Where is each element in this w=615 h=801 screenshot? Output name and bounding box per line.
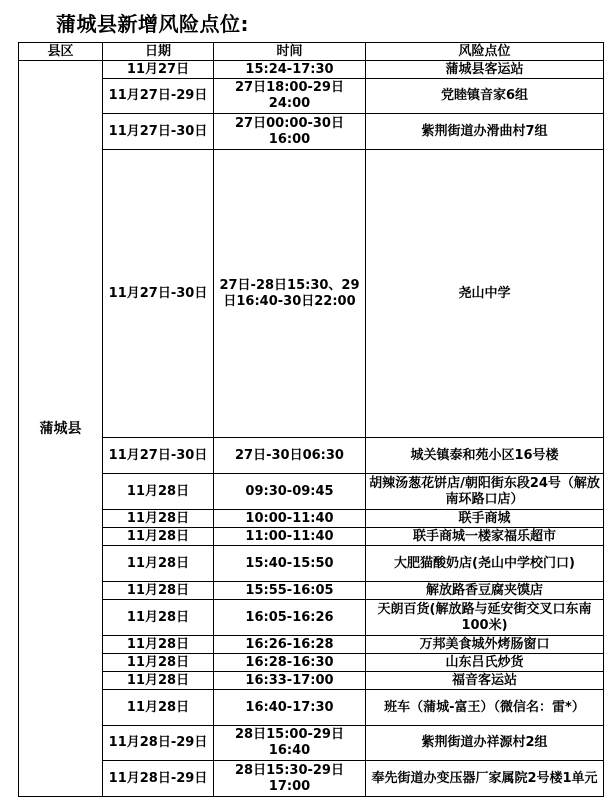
- date-cell: 11月28日: [103, 672, 214, 690]
- date-cell: 11月28日: [103, 510, 214, 528]
- place-cell: 山东吕氏炒货: [366, 654, 604, 672]
- table-row: [19, 636, 604, 654]
- time-cell: 27日-28日15:30、29日16:40-30日22:00: [214, 150, 366, 438]
- date-cell: 11月28日: [103, 654, 214, 672]
- place-cell: 胡辣汤葱花饼店/朝阳街东段24号（解放南环路口店）: [366, 474, 604, 510]
- date-cell: 11月28日-29日: [103, 761, 214, 797]
- place-cell: 万邦美食城外烤肠窗口: [366, 636, 604, 654]
- place-cell: 天朗百货(解放路与延安街交叉口东南100米): [366, 600, 604, 636]
- table-row: [19, 690, 604, 726]
- place-cell: 蒲城县客运站: [366, 61, 604, 79]
- time-cell: 15:55-16:05: [214, 582, 366, 600]
- date-cell: 11月28日: [103, 582, 214, 600]
- time-cell: 28日15:00-29日16:40: [214, 726, 366, 761]
- table-row: [19, 79, 604, 114]
- time-cell: 11:00-11:40: [214, 528, 366, 546]
- date-cell: 11月28日: [103, 690, 214, 726]
- date-cell: 11月27日-29日: [103, 79, 214, 114]
- place-cell: 班车（蒲城-富王）（微信名：雷*）: [366, 690, 604, 726]
- time-cell: 16:40-17:30: [214, 690, 366, 726]
- place-cell: 城关镇泰和苑小区16号楼: [366, 438, 604, 474]
- table-row: [19, 761, 604, 797]
- place-cell: 紫荆街道办滑曲村7组: [366, 114, 604, 150]
- date-cell: 11月27日: [103, 61, 214, 79]
- table-row: [19, 510, 604, 528]
- date-cell: 11月28日: [103, 546, 214, 582]
- table-row: [19, 114, 604, 150]
- time-cell: 27日00:00-30日16:00: [214, 114, 366, 150]
- table-row: [19, 150, 604, 438]
- place-cell: 福音客运站: [366, 672, 604, 690]
- time-cell: 15:24-17:30: [214, 61, 366, 79]
- table-row: [19, 654, 604, 672]
- place-cell: 大肥猫酸奶店(尧山中学校门口): [366, 546, 604, 582]
- table-row: [19, 528, 604, 546]
- place-cell: 联手商城: [366, 510, 604, 528]
- table-row: [19, 474, 604, 510]
- table-row: [19, 726, 604, 761]
- time-cell: 28日15:30-29日17:00: [214, 761, 366, 797]
- date-cell: 11月28日: [103, 636, 214, 654]
- time-cell: 16:33-17:00: [214, 672, 366, 690]
- table-row: [19, 582, 604, 600]
- header-county: 县区: [19, 43, 103, 61]
- time-cell: 16:05-16:26: [214, 600, 366, 636]
- page-title: 蒲城县新增风险点位:: [56, 12, 249, 36]
- date-cell: 11月28日: [103, 600, 214, 636]
- time-cell: 10:00-11:40: [214, 510, 366, 528]
- date-cell: 11月27日-30日: [103, 438, 214, 474]
- table-row: [19, 600, 604, 636]
- table-row: [19, 546, 604, 582]
- header-place: 风险点位: [366, 43, 604, 61]
- time-cell: 09:30-09:45: [214, 474, 366, 510]
- date-cell: 11月28日-29日: [103, 726, 214, 761]
- table-row: [19, 438, 604, 474]
- place-cell: 党睦镇音家6组: [366, 79, 604, 114]
- time-cell: 16:28-16:30: [214, 654, 366, 672]
- time-cell: 15:40-15:50: [214, 546, 366, 582]
- place-cell: 紫荆街道办祥源村2组: [366, 726, 604, 761]
- time-cell: 27日-30日06:30: [214, 438, 366, 474]
- table-row: [19, 61, 604, 79]
- county-cell: 蒲城县: [19, 61, 103, 797]
- time-cell: 27日18:00-29日24:00: [214, 79, 366, 114]
- place-cell: 奉先街道办变压器厂家属院2号楼1单元: [366, 761, 604, 797]
- date-cell: 11月28日: [103, 474, 214, 510]
- place-cell: 尧山中学: [366, 150, 604, 438]
- table-row: [19, 672, 604, 690]
- header-time: 时间: [214, 43, 366, 61]
- risk-locations-table: [18, 42, 604, 797]
- place-cell: 联手商城一楼家福乐超市: [366, 528, 604, 546]
- date-cell: 11月28日: [103, 528, 214, 546]
- date-cell: 11月27日-30日: [103, 150, 214, 438]
- place-cell: 解放路香豆腐夹馍店: [366, 582, 604, 600]
- date-cell: 11月27日-30日: [103, 114, 214, 150]
- time-cell: 16:26-16:28: [214, 636, 366, 654]
- table-header-row: [19, 43, 604, 61]
- header-date: 日期: [103, 43, 214, 61]
